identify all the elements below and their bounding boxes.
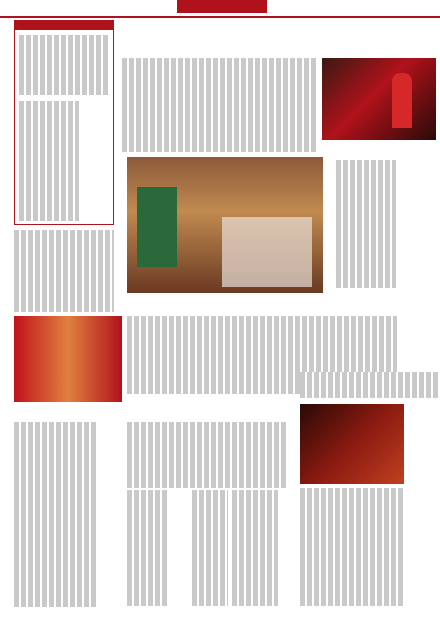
person-figure (392, 73, 412, 128)
column-label (15, 21, 114, 30)
photo-tai-sui-statues (14, 316, 122, 402)
article-text (14, 230, 114, 312)
article-text (336, 160, 396, 288)
photo-mazu-exhibit (127, 157, 323, 293)
article-text (300, 488, 404, 606)
article-text (192, 490, 228, 606)
crowd (222, 217, 312, 287)
article-text (122, 58, 318, 152)
photo-caption (14, 404, 122, 418)
article-text (300, 372, 438, 398)
headline-mazu (127, 294, 397, 314)
column-box (14, 20, 114, 225)
headline-sun-moon-lake (120, 18, 438, 44)
photo-caption (322, 142, 436, 156)
subhead-sun-moon-lake (120, 45, 438, 55)
article-text (127, 422, 287, 488)
article-text (14, 422, 96, 607)
photo-wang-ye-boat (300, 404, 404, 484)
masthead (177, 0, 267, 13)
photo-temple-prayer-card (322, 58, 436, 140)
article-text (127, 490, 169, 606)
decoration (137, 187, 177, 267)
column-text-2 (19, 101, 79, 221)
article-text (232, 490, 278, 606)
column-text (19, 35, 109, 95)
